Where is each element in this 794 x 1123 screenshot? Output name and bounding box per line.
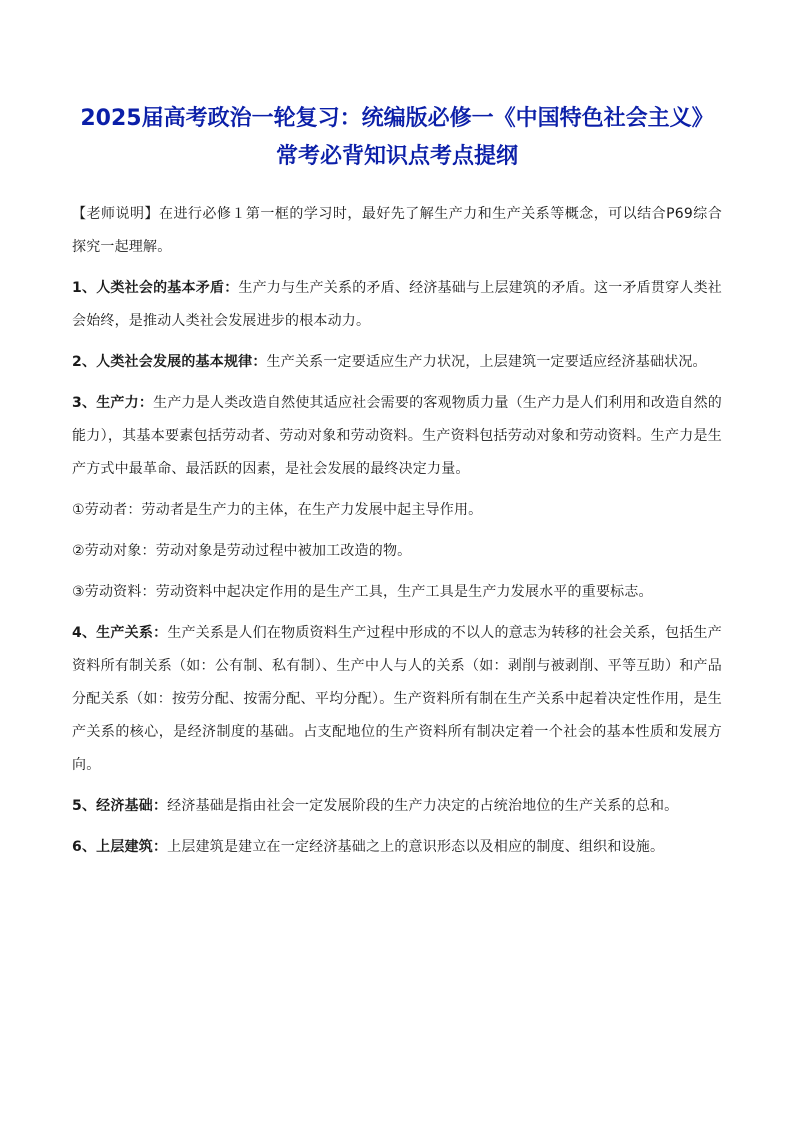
point-heading: 6、上层建筑： [72, 839, 168, 855]
point-text: 上层建筑是建立在一定经济基础之上的意识形态以及相应的制度、组织和设施。 [167, 839, 665, 855]
page-title: 2025届高考政治一轮复习：统编版必修一《中国特色社会主义》常考必背知识点考点提纲 [80, 106, 714, 169]
sub-point-labor-object: ②劳动对象：劳动对象是劳动过程中被加工改造的物。 [72, 543, 412, 559]
point-heading: 5、经济基础： [72, 798, 168, 814]
document-body [72, 198, 722, 864]
point-text: 生产力与生产关系的矛盾、经济基础与上层建筑的矛盾。这一矛盾贯穿人类社会始终，是推动人类社会发展进步的根本动力。 [72, 280, 722, 329]
point-item [72, 346, 722, 379]
point-text: 生产关系一定要适应生产力状况，上层建筑一定要适应经济基础状况。 [266, 354, 707, 370]
teacher-note [72, 198, 722, 264]
point-heading: 3、生产力： [72, 395, 154, 411]
point-text: 生产关系是人们在物质资料生产过程中形成的不以人的意志为转移的社会关系，包括生产资料所有制关系（如：公有制、私有制）、生产中人与人的关系（如：剥削与被剥削、平等互助）和产品分配关系（如：按劳分配、按需分配、平均分配）。生产资料所有制在生产关系中起着决定性作用，是生产关系的核心，是经济制度的基础。占支配地位的生产资料所有制决定着一个社会的基本性质和发展方向。 [72, 625, 722, 773]
point-item [72, 831, 722, 864]
point-item [72, 617, 722, 782]
sub-point-labor-means: ③劳动资料：劳动资料中起决定作用的是生产工具，生产工具是生产力发展水平的重要标志。 [72, 584, 653, 600]
point-item [72, 790, 722, 823]
point-heading: 4、生产关系： [72, 625, 168, 641]
teacher-note-label: 【老师说明】 [72, 206, 159, 222]
point-text: 生产力是人类改造自然使其适应社会需要的客观物质力量（生产力是人们利用和改造自然的能力），其基本要素包括劳动者、劳动对象和劳动资料。生产资料包括劳动对象和劳动资料。生产力是生产方式中最革命、最活跃的因素，是社会发展的最终决定力量。 [72, 395, 722, 477]
point-heading: 2、人类社会发展的基本规律： [72, 354, 267, 370]
sub-point-laborer: ①劳动者：劳动者是生产力的主体，在生产力发展中起主导作用。 [72, 502, 483, 518]
teacher-note-text: 在进行必修１第一框的学习时，最好先了解生产力和生产关系等概念，可以结合P69综合探究一起理解。 [72, 206, 722, 255]
point-item [72, 272, 722, 338]
point-heading: 1、人类社会的基本矛盾： [72, 280, 239, 296]
point-text: 经济基础是指由社会一定发展阶段的生产力决定的占统治地位的生产关系的总和。 [167, 798, 679, 814]
point-item [72, 387, 722, 486]
